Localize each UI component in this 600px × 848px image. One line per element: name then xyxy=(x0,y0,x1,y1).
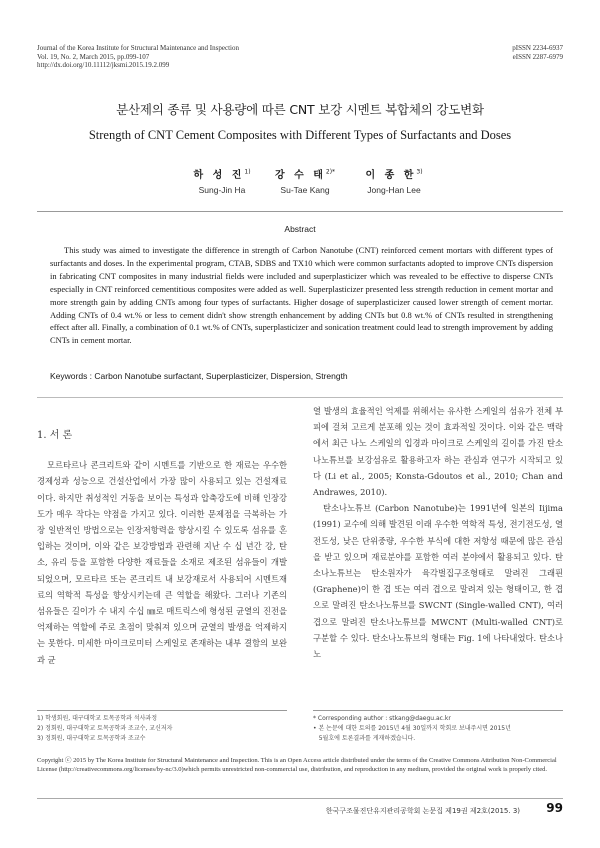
abstract-heading: Abstract xyxy=(284,224,316,234)
keywords: Keywords : Carbon Nanotube surfactant, Superplasticizer, Dispersion, Strength xyxy=(50,371,348,381)
running-footer: 한국구조물진단유지관리공학회 논문집 제19권 제2호(2015. 3) xyxy=(325,807,520,815)
author-3-name-en: Jong-Han Lee xyxy=(367,185,421,195)
author-3 xyxy=(334,166,454,195)
page-number: 99 xyxy=(546,801,563,815)
keywords-divider xyxy=(37,397,563,398)
footnotes-correspondence xyxy=(313,714,563,744)
body-column-right xyxy=(313,403,563,662)
discussion-note: • 본 논문에 대한 토의를 2015년 4월 30일까지 학회로 보내주시면 2015년 xyxy=(313,725,511,732)
journal-doi: http://dx.doi.org/10.11112/jksmi.2015.19.2.099 xyxy=(37,61,170,70)
author-2-affil: 2)* xyxy=(325,168,336,176)
author-1-name-ko: 하 성 진 xyxy=(193,170,245,181)
footnote-divider-left xyxy=(37,710,287,711)
title-korean: 분산제의 종류 및 사용량에 따른 CNT 보강 시멘트 복합체의 강도변화 xyxy=(116,102,484,117)
footnote-divider-right xyxy=(313,710,563,711)
journal-volume: Vol. 19, No. 2, March 2015, pp.099-107 xyxy=(37,52,150,61)
paragraph: 탄소나노튜브 (Carbon Nanotube)는 1991년에 일본의 Iijima (1991) 교수에 의해 발견된 이래 우수한 역학적 특성, 전기전도성, 열전도성, 낮은 단위중량, 우수한 부식에 대한 저항성 때문에 많은 관심을 받고 있으며 재료분야를 포함한 여러 분야에서 활용되고 있다. 탄소나노튜브는 탄소원자가 육각벌집구조형태로 말려진 그래핀 (Graphene)이 한 겹 또는 여러 겹으로 말려져 있는 형태이고, 한 겹으로 말려진 탄소나노튜브를 SWCNT (Single-walled CNT), 여러 겹으로 말려진 탄소나노튜브를 MWCNT (Multi-walled CNT)로 구분할 수 있다. 탄소나노튜브의 형태는 Fig. 1에 나타내었다. 탄소나노 xyxy=(313,503,563,660)
abstract-body: This study was aimed to investigate the difference in strength of Carbon Nanotube (CNT) reinforced cement mortars with different types of surfactants and doses. In the experimental program, CTAB, SDBS and TX10 which were common surfactants adopted to improve CNTs dispersion in fabricating CNT composites in many industrial fields were included and superplasticizer which was revealed to be effective to disperse CNTs especially in CNT reinforced cementitious composites were added as well. Superplasticizer presented less strength reduction in cement mortar and more strength gain by adding CNTs among four types of surfactants. Higher dosage of superplasticizer caused lower strength of cement mortar. Adding CNTs of 0.4 wt.% or less to cement didn't show strength enhancement by adding CNTs but 0.8 wt.% of CNTs resulted in strengthening effect after all. Finally, a combination of 0.1 wt.% of CNTs, superplasticizer and sonication treatment could lead to strength improvement by adding CNTs in cement mortar. xyxy=(50,245,553,346)
footnotes-affiliations xyxy=(37,714,287,744)
footnote: 3) 정회원, 대구대학교 토목공학과 조교수 xyxy=(37,735,146,742)
journal-info xyxy=(37,44,239,70)
journal-name: Journal of the Korea Institute for Structural Maintenance and Inspection xyxy=(37,44,239,52)
author-1-name-en: Sung-Jin Ha xyxy=(198,185,246,195)
paragraph: 열 발생의 효율적인 억제를 위해서는 유사한 스케일의 섬유가 전체 부피에 걸쳐 고르게 분포해 있는 것이 효과적일 것이다. 이와 같은 맥락에서 최근 나노 스케일의 입경과 마이크로 스케일의 길이를 가진 탄소나노튜브를 보강섬유로 활용하고자 하는 관심과 연구가 시작되고 있다 (Li et al., 2005; Konsta-Gdoutos et al., 2010; Chan and Andrawes, 2010). xyxy=(313,406,563,498)
title-english: Strength of CNT Cement Composites with Different Types of Surfactants and Doses xyxy=(88,128,512,142)
eissn: eISSN 2287-6979 xyxy=(512,52,563,61)
author-2-name-en: Su-Tae Kang xyxy=(280,185,330,195)
copyright-notice: Copyright ⓒ 2015 by The Korea Institute for Structural Maintenance and Inspection. This is an Open Access article distributed under the terms of the Creative Commons Attribution Non-Commercial License (http://creativecommons.org/licenses/by-nc/3.0)which permits unrestricted non-commercial use, distribution, and reproduction in any medium, provided the original work is properly cited. xyxy=(37,757,557,773)
pissn: pISSN 2234-6937 xyxy=(512,44,563,52)
body-column-left xyxy=(37,428,287,668)
paragraph: 모르타르나 콘크리트와 같이 시멘트를 기반으로 한 재료는 우수한 경제성과 성능으로 건설산업에서 가장 많이 사용되고 있는 건설재료이다. 하지만 취성적인 거동을 보이는 특성과 압축강도에 비해 인장강도가 매우 작다는 약점을 가지고 있다. 이러한 문제점을 극복하는 가장 일반적인 방법으로는 인장저항력을 향상시킬 수 있도록 섬유를 혼입하는 것이며, 이와 같은 보강방법과 관련해 지난 수 십 년간 강, 탄소, 유리 등을 포함한 다양한 재료들을 소재로 제조된 섬유들이 개발되었으며, 모르타르 또는 콘크리트 내 보강재로서 사용되어 시멘트재료의 역학적 특성을 향상시키는데 큰 역할을 해왔다. 그러나 기존의 섬유들은 길이가 수 내지 수십 ㎜로 매트릭스에 형성된 균열의 진전을 억제하는 역할에 주로 초점이 맞춰져 있으며 균열의 발생을 억제하지는 못한다. 미세한 마이크로미터 스케일로 존재하는 내부 결함의 보완과 균 xyxy=(37,460,287,665)
abstract-divider xyxy=(37,211,563,212)
footnote: 1) 학생회원, 대구대학교 토목공학과 석사과정 xyxy=(37,715,158,722)
discussion-note: 5월호에 토론결과를 게재하겠습니다. xyxy=(313,735,416,742)
issn-info xyxy=(512,44,563,61)
section-heading: 1. 서 론 xyxy=(37,430,73,441)
corresponding-author: * Corresponding author : stkang@daegu.ac.kr xyxy=(313,715,451,722)
author-3-name-ko: 이 종 한 xyxy=(365,170,417,181)
author-1-affil: 1) xyxy=(244,168,251,176)
author-3-affil: 3) xyxy=(416,168,423,176)
footnote: 2) 정회원, 대구대학교 토목공학과 조교수, 교신저자 xyxy=(37,725,173,732)
footer-divider xyxy=(37,798,563,799)
author-2-name-ko: 강 수 태 xyxy=(274,170,326,181)
